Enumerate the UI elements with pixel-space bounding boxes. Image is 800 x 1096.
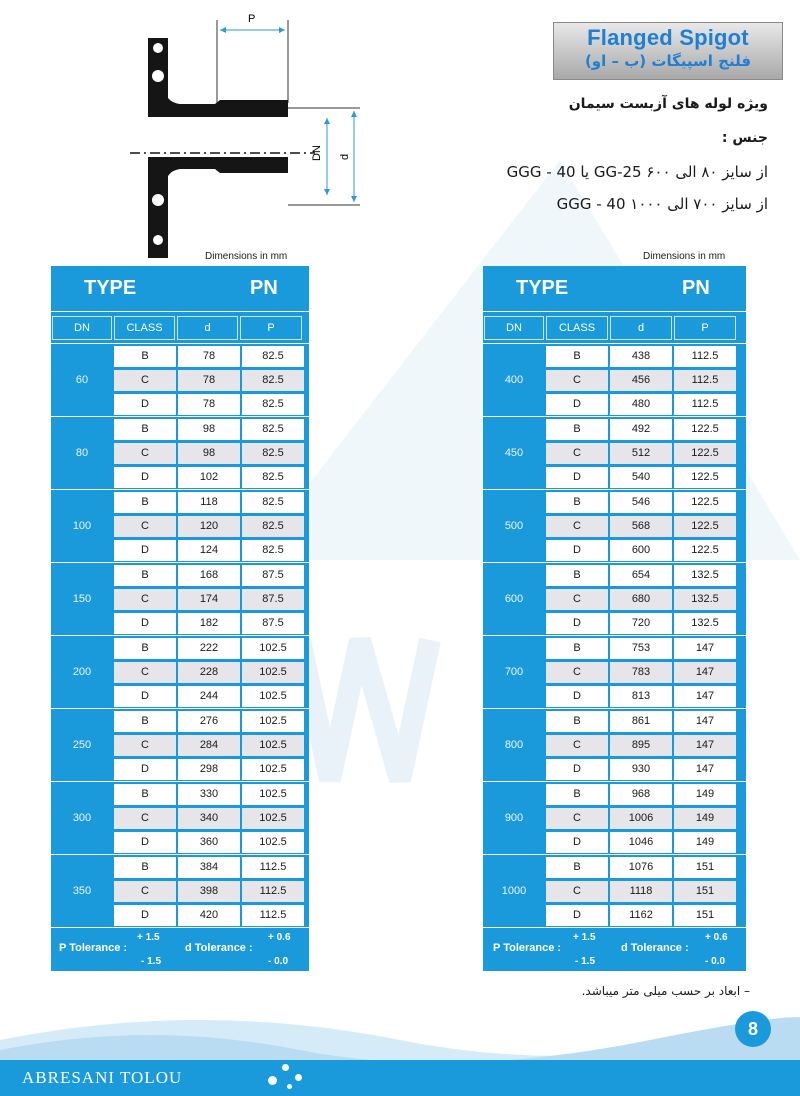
table-row (113, 538, 309, 562)
d-cell: 360 (178, 832, 240, 853)
p-cell: 149 (674, 784, 736, 805)
d-cell: 78 (178, 370, 240, 391)
p-tolerance-plus: + 1.5 (137, 932, 160, 943)
dn-value: 800 (483, 709, 545, 781)
class-cell: D (114, 613, 176, 634)
dn-value: 150 (51, 563, 113, 635)
d-cell: 480 (610, 394, 672, 415)
p-cell: 82.5 (242, 370, 304, 391)
p-cell: 82.5 (242, 540, 304, 561)
p-cell: 87.5 (242, 565, 304, 586)
table-row (113, 660, 309, 684)
dn-value: 400 (483, 344, 545, 416)
table-row (113, 465, 309, 489)
class-cell: B (114, 492, 176, 513)
p-cell: 82.5 (242, 419, 304, 440)
p-cell: 87.5 (242, 589, 304, 610)
class-cell: B (546, 638, 608, 659)
d-tolerance-minus: - 0.0 (705, 956, 726, 967)
dn-group (483, 781, 746, 854)
d-tolerance-plus: + 0.6 (268, 932, 291, 943)
d-cell: 568 (610, 516, 672, 537)
table-row (113, 684, 309, 708)
flanged-spigot-drawing (120, 8, 370, 268)
table-row (113, 514, 309, 538)
class-cell: C (114, 370, 176, 391)
table-row (545, 611, 746, 635)
class-cell: C (546, 881, 608, 902)
d-tolerance-minus: - 0.0 (268, 956, 289, 967)
material-line-1: از سایز ۸۰ الی ۶۰۰ GG-25 یا GGG - 40 (506, 163, 768, 181)
d-cell: 244 (178, 686, 240, 707)
p-tolerance-minus: - 1.5 (141, 956, 162, 967)
class-cell: D (546, 394, 608, 415)
dn-value: 80 (51, 417, 113, 489)
p-cell: 82.5 (242, 394, 304, 415)
p-cell: 112.5 (674, 346, 736, 367)
table-row (545, 538, 746, 562)
col-class: CLASS (546, 316, 608, 340)
d-tolerance-plus: + 0.6 (705, 932, 728, 943)
d-cell: 174 (178, 589, 240, 610)
table-row (113, 830, 309, 854)
d-cell: 861 (610, 711, 672, 732)
d-cell: 228 (178, 662, 240, 683)
class-cell: C (546, 735, 608, 756)
p-cell: 112.5 (242, 881, 304, 902)
p-cell: 112.5 (674, 370, 736, 391)
dn-value: 450 (483, 417, 545, 489)
d-cell: 438 (610, 346, 672, 367)
dn-group (51, 489, 309, 562)
class-cell: B (546, 346, 608, 367)
d-cell: 456 (610, 370, 672, 391)
d-cell: 753 (610, 638, 672, 659)
p-cell: 132.5 (674, 589, 736, 610)
dn-group (51, 562, 309, 635)
product-title-fa: فلنج اسپیگات (ب – او) (584, 52, 752, 70)
type-header: TYPE (84, 277, 137, 299)
p-cell: 102.5 (242, 759, 304, 780)
dimension-table-right (483, 266, 746, 971)
units-footnote: – ابعاد بر حسب میلی متر میباشد. (581, 984, 750, 998)
class-cell: C (546, 662, 608, 683)
decor-dot (295, 1074, 302, 1081)
class-cell: D (546, 467, 608, 488)
table-row (545, 563, 746, 587)
dims-note-right: Dimensions in mm (643, 251, 726, 262)
col-class: CLASS (114, 316, 175, 340)
p-tolerance-label: P Tolerance : (493, 942, 562, 954)
p-cell: 82.5 (242, 492, 304, 513)
d-cell: 420 (178, 905, 240, 926)
product-title-en: Flanged Spigot (587, 25, 749, 50)
d-cell: 680 (610, 589, 672, 610)
table-row (545, 830, 746, 854)
col-d: d (610, 316, 672, 340)
table-row (545, 684, 746, 708)
p-cell: 151 (674, 857, 736, 878)
class-cell: B (114, 711, 176, 732)
d-cell: 168 (178, 565, 240, 586)
col-dn: DN (484, 316, 544, 340)
d-cell: 118 (178, 492, 240, 513)
dn-value: 700 (483, 636, 545, 708)
table-row (113, 441, 309, 465)
d-cell: 783 (610, 662, 672, 683)
p-cell: 149 (674, 832, 736, 853)
dn-group (51, 416, 309, 489)
table-row (113, 636, 309, 660)
p-cell: 132.5 (674, 565, 736, 586)
table-row (113, 879, 309, 903)
pn-header: PN (250, 277, 278, 299)
column-header-row (483, 311, 746, 343)
class-cell: C (546, 589, 608, 610)
dn-group (483, 343, 746, 416)
p-cell: 147 (674, 759, 736, 780)
class-cell: C (114, 662, 176, 683)
p-cell: 122.5 (674, 492, 736, 513)
table-row (545, 879, 746, 903)
d-cell: 813 (610, 686, 672, 707)
class-cell: C (114, 881, 176, 902)
table-row (545, 757, 746, 781)
table-header (51, 266, 309, 311)
d-cell: 284 (178, 735, 240, 756)
table-row (545, 903, 746, 927)
col-dn: DN (52, 316, 112, 340)
d-cell: 398 (178, 881, 240, 902)
class-cell: B (546, 419, 608, 440)
table-row (545, 392, 746, 416)
table-row (545, 806, 746, 830)
dn-group (51, 708, 309, 781)
p-tolerance-label: P Tolerance : (59, 942, 128, 954)
brand-name: ABRESANI TOLOU (22, 1068, 183, 1087)
table-row (113, 757, 309, 781)
decor-dot (282, 1064, 289, 1071)
table-row (113, 417, 309, 441)
material-line-2: از سایز ۷۰۰ الی ۱۰۰۰ GGG - 40 (556, 195, 768, 213)
p-cell: 102.5 (242, 662, 304, 683)
p-cell: 102.5 (242, 686, 304, 707)
dn-value: 300 (51, 782, 113, 854)
table-row (545, 368, 746, 392)
col-d: d (177, 316, 238, 340)
p-cell: 147 (674, 638, 736, 659)
dn-group (483, 635, 746, 708)
d-cell: 1118 (610, 881, 672, 902)
d-cell: 1046 (610, 832, 672, 853)
class-cell: B (546, 784, 608, 805)
p-cell: 102.5 (242, 711, 304, 732)
class-cell: B (114, 784, 176, 805)
d-cell: 492 (610, 419, 672, 440)
d-cell: 78 (178, 346, 240, 367)
p-cell: 82.5 (242, 443, 304, 464)
dn-group (51, 854, 309, 927)
table-row (113, 587, 309, 611)
table-row (113, 782, 309, 806)
table-row (545, 490, 746, 514)
class-cell: C (114, 589, 176, 610)
table-row (113, 733, 309, 757)
p-cell: 147 (674, 735, 736, 756)
table-header (483, 266, 746, 311)
dn-value: 100 (51, 490, 113, 562)
d-cell: 895 (610, 735, 672, 756)
d-cell: 330 (178, 784, 240, 805)
dn-value: 1000 (483, 855, 545, 927)
class-cell: C (114, 443, 176, 464)
p-tolerance-plus: + 1.5 (573, 932, 596, 943)
p-cell: 82.5 (242, 516, 304, 537)
class-cell: D (114, 759, 176, 780)
table-row (113, 806, 309, 830)
d-tolerance-label: d Tolerance : (621, 942, 689, 954)
d-cell: 1076 (610, 857, 672, 878)
table-row (113, 344, 309, 368)
dn-group (51, 343, 309, 416)
dn-group (483, 416, 746, 489)
d-cell: 102 (178, 467, 240, 488)
class-cell: B (114, 419, 176, 440)
p-cell: 122.5 (674, 516, 736, 537)
class-cell: D (546, 759, 608, 780)
class-cell: B (114, 565, 176, 586)
p-cell: 102.5 (242, 735, 304, 756)
table-row (545, 709, 746, 733)
dn-value: 200 (51, 636, 113, 708)
table-row (545, 514, 746, 538)
p-cell: 82.5 (242, 346, 304, 367)
tolerance-row (483, 927, 746, 971)
class-cell: B (546, 857, 608, 878)
table-row (545, 417, 746, 441)
pn-header: PN (682, 277, 710, 299)
table-row (545, 636, 746, 660)
p-tolerance-minus: - 1.5 (575, 956, 596, 967)
table-row (113, 903, 309, 927)
d-cell: 120 (178, 516, 240, 537)
table-body (483, 343, 746, 927)
page-number: 8 (735, 1011, 771, 1047)
p-cell: 151 (674, 881, 736, 902)
col-p: P (240, 316, 302, 340)
class-cell: D (114, 394, 176, 415)
p-cell: 102.5 (242, 808, 304, 829)
dn-value: 600 (483, 563, 545, 635)
decor-dot (287, 1084, 292, 1089)
p-cell: 87.5 (242, 613, 304, 634)
dn-value: 500 (483, 490, 545, 562)
p-cell: 82.5 (242, 467, 304, 488)
table-row (113, 392, 309, 416)
d-cell: 98 (178, 419, 240, 440)
decor-dot (268, 1076, 277, 1085)
class-cell: C (546, 808, 608, 829)
d-cell: 298 (178, 759, 240, 780)
d-cell: 222 (178, 638, 240, 659)
class-cell: D (546, 613, 608, 634)
class-cell: B (546, 711, 608, 732)
class-cell: B (546, 492, 608, 513)
d-cell: 930 (610, 759, 672, 780)
d-cell: 182 (178, 613, 240, 634)
d-cell: 1162 (610, 905, 672, 926)
class-cell: C (114, 516, 176, 537)
d-tolerance-label: d Tolerance : (185, 942, 253, 954)
p-cell: 102.5 (242, 832, 304, 853)
subtitle: ویژه لوله های آزبست سیمان (568, 96, 768, 112)
class-cell: D (114, 540, 176, 561)
column-header-row (51, 311, 309, 343)
class-cell: D (546, 540, 608, 561)
label-d: d (339, 153, 351, 160)
class-cell: D (546, 832, 608, 853)
p-cell: 147 (674, 686, 736, 707)
col-p: P (674, 316, 736, 340)
p-cell: 112.5 (242, 857, 304, 878)
dn-value: 350 (51, 855, 113, 927)
d-cell: 720 (610, 613, 672, 634)
table-row (545, 782, 746, 806)
table-row (545, 465, 746, 489)
tolerance-row (51, 927, 309, 971)
dn-group (483, 562, 746, 635)
class-cell: D (114, 467, 176, 488)
class-cell: D (114, 905, 176, 926)
p-cell: 122.5 (674, 419, 736, 440)
table-row (545, 660, 746, 684)
d-cell: 78 (178, 394, 240, 415)
d-cell: 968 (610, 784, 672, 805)
d-cell: 124 (178, 540, 240, 561)
table-row (545, 344, 746, 368)
d-cell: 540 (610, 467, 672, 488)
table-row (545, 733, 746, 757)
class-cell: C (546, 370, 608, 391)
d-cell: 600 (610, 540, 672, 561)
class-cell: D (114, 832, 176, 853)
p-cell: 132.5 (674, 613, 736, 634)
material-label: جنس : (721, 130, 768, 146)
d-cell: 340 (178, 808, 240, 829)
table-row (113, 490, 309, 514)
table-row (545, 441, 746, 465)
p-cell: 102.5 (242, 638, 304, 659)
dn-value: 60 (51, 344, 113, 416)
d-cell: 546 (610, 492, 672, 513)
d-cell: 276 (178, 711, 240, 732)
table-row (113, 855, 309, 879)
d-cell: 1006 (610, 808, 672, 829)
dn-group (483, 489, 746, 562)
p-cell: 147 (674, 662, 736, 683)
table-body (51, 343, 309, 927)
table-row (113, 611, 309, 635)
class-cell: C (114, 735, 176, 756)
p-cell: 102.5 (242, 784, 304, 805)
table-row (545, 855, 746, 879)
dn-group (483, 854, 746, 927)
d-cell: 98 (178, 443, 240, 464)
class-cell: C (114, 808, 176, 829)
class-cell: B (546, 565, 608, 586)
label-dn: DN (311, 145, 323, 161)
label-p: P (248, 13, 256, 25)
d-cell: 384 (178, 857, 240, 878)
class-cell: C (546, 443, 608, 464)
dn-group (51, 781, 309, 854)
class-cell: D (114, 686, 176, 707)
table-row (545, 587, 746, 611)
class-cell: B (114, 638, 176, 659)
p-cell: 122.5 (674, 467, 736, 488)
d-cell: 512 (610, 443, 672, 464)
dn-value: 900 (483, 782, 545, 854)
dn-group (51, 635, 309, 708)
class-cell: D (546, 686, 608, 707)
class-cell: B (114, 857, 176, 878)
product-title-badge (553, 22, 783, 80)
p-cell: 151 (674, 905, 736, 926)
p-cell: 122.5 (674, 443, 736, 464)
dims-note-left: Dimensions in mm (205, 251, 288, 262)
class-cell: B (114, 346, 176, 367)
dn-group (483, 708, 746, 781)
class-cell: D (546, 905, 608, 926)
type-header: TYPE (516, 277, 569, 299)
d-cell: 654 (610, 565, 672, 586)
class-cell: C (546, 516, 608, 537)
p-cell: 147 (674, 711, 736, 732)
p-cell: 149 (674, 808, 736, 829)
p-cell: 122.5 (674, 540, 736, 561)
dn-value: 250 (51, 709, 113, 781)
p-cell: 112.5 (242, 905, 304, 926)
p-cell: 112.5 (674, 394, 736, 415)
table-row (113, 368, 309, 392)
dimension-table-left (51, 266, 309, 971)
table-row (113, 709, 309, 733)
table-row (113, 563, 309, 587)
